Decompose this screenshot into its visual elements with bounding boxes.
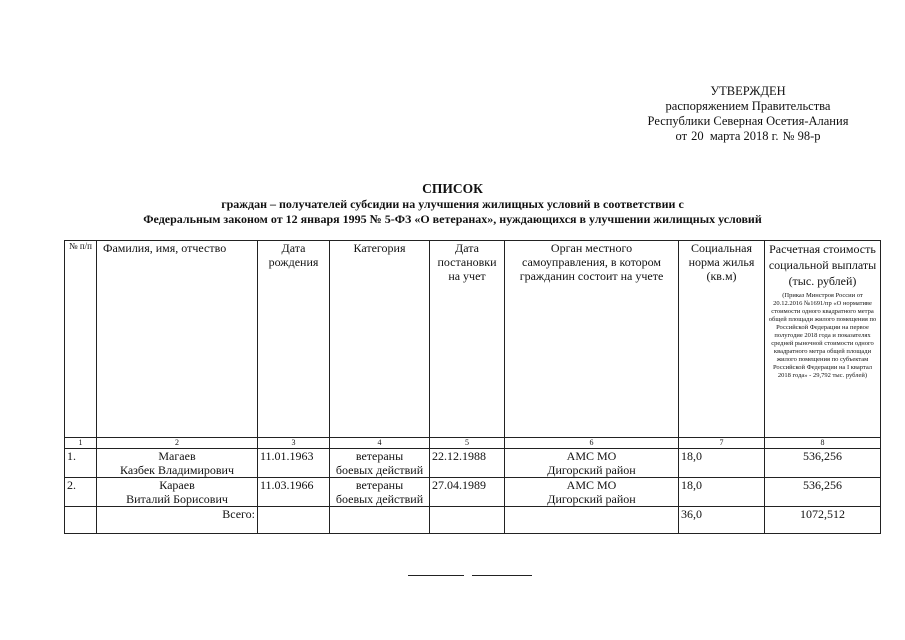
column-number: 5 <box>430 438 505 449</box>
document-subtitle-1: граждан – получателей субсидии на улучшения жилищных условий в соответствии с <box>221 197 684 211</box>
row-reg-date: 22.12.1988 <box>430 449 505 478</box>
total-empty-cell <box>65 507 97 534</box>
row-reg-date: 27.04.1989 <box>430 478 505 507</box>
column-number-row <box>65 438 881 449</box>
row-name <box>97 449 258 478</box>
approval-date: 20 марта 2018 г. <box>691 129 779 143</box>
approval-republic: Республики Северная Осетия-Алания <box>647 114 849 128</box>
header-name: Фамилия, имя, отчество <box>97 241 258 438</box>
approval-number: № 98-р <box>782 129 821 143</box>
header-cost-cell <box>765 241 881 438</box>
row-category <box>330 478 430 507</box>
row-index: 1. <box>65 449 97 478</box>
document-title: СПИСОК <box>422 181 483 196</box>
row-cost: 536,256 <box>765 478 881 507</box>
closing-rule-left <box>408 575 464 576</box>
total-empty-cell <box>330 507 430 534</box>
column-number: 1 <box>65 438 97 449</box>
row-name <box>97 478 258 507</box>
table-row <box>65 478 881 507</box>
total-label: Всего: <box>97 507 258 534</box>
header-category: Категория <box>330 241 430 438</box>
row-category-line1: ветераны <box>355 449 404 463</box>
column-number: 7 <box>679 438 765 449</box>
recipients-table <box>64 240 881 534</box>
approval-by: распоряжением Правительства <box>665 99 831 113</box>
total-row <box>65 507 881 534</box>
row-surname: Караев <box>159 478 195 492</box>
column-number: 6 <box>505 438 679 449</box>
total-empty-cell <box>505 507 679 534</box>
row-birth: 11.01.1963 <box>258 449 330 478</box>
header-cost: Расчетная стоимость социальной выплаты (тыс. рублей) <box>768 242 877 288</box>
row-authority <box>505 449 679 478</box>
total-cost: 1072,512 <box>765 507 881 534</box>
approval-date-line <box>608 129 888 144</box>
header-norm: Социальная норма жилья (кв.м) <box>679 241 765 438</box>
row-norm: 18,0 <box>679 478 765 507</box>
row-authority-line2: Дигорский район <box>547 492 636 506</box>
column-number: 4 <box>330 438 430 449</box>
row-authority-line1: АМС МО <box>566 449 617 463</box>
row-cost: 536,256 <box>765 449 881 478</box>
header-reg-date: Дата постановки на учет <box>430 241 505 438</box>
row-category <box>330 449 430 478</box>
row-authority-line1: АМС МО <box>566 478 617 492</box>
row-authority <box>505 478 679 507</box>
total-empty-cell <box>430 507 505 534</box>
header-birth: Дата рождения <box>258 241 330 438</box>
header-authority: Орган местного самоуправления, в котором гражданин состоит на учете <box>505 241 679 438</box>
row-given-name: Виталий Борисович <box>126 492 228 506</box>
row-category-line2: боевых действий <box>335 492 424 506</box>
table-row <box>65 449 881 478</box>
column-number: 8 <box>765 438 881 449</box>
header-cost-note: (Приказ Минстроя России от 20.12.2016 №1691/пр «О нормативе стоимости одного квадратного метра общей площади жилого помещения по Российской Федерации на первое полугодие 2018 года и показателях средней рыночной стоимости одного квадратного метра общей площади жилого помещения по субъектам Российской Федерации на I квартал 2018 года» - 29,792 тыс. рублей) <box>768 292 877 379</box>
approval-date-prefix: от <box>675 129 688 143</box>
row-given-name: Казбек Владимирович <box>120 463 234 477</box>
closing-rule-right <box>472 575 532 576</box>
approval-stamp <box>608 84 888 144</box>
total-norm: 36,0 <box>679 507 765 534</box>
row-index: 2. <box>65 478 97 507</box>
header-row <box>65 241 881 438</box>
row-birth: 11.03.1966 <box>258 478 330 507</box>
column-number: 2 <box>97 438 258 449</box>
total-empty-cell <box>258 507 330 534</box>
row-category-line2: боевых действий <box>335 463 424 477</box>
row-norm: 18,0 <box>679 449 765 478</box>
column-number: 3 <box>258 438 330 449</box>
document-subtitle-2: Федеральным законом от 12 января 1995 № 5-ФЗ «О ветеранах», нуждающихся в улучшении жилищных условий <box>143 212 762 226</box>
header-num: № п/п <box>65 241 97 438</box>
approval-title: УТВЕРЖДЕН <box>710 84 786 98</box>
row-surname: Магаев <box>158 449 196 463</box>
row-authority-line2: Дигорский район <box>547 463 636 477</box>
row-category-line1: ветераны <box>355 478 404 492</box>
